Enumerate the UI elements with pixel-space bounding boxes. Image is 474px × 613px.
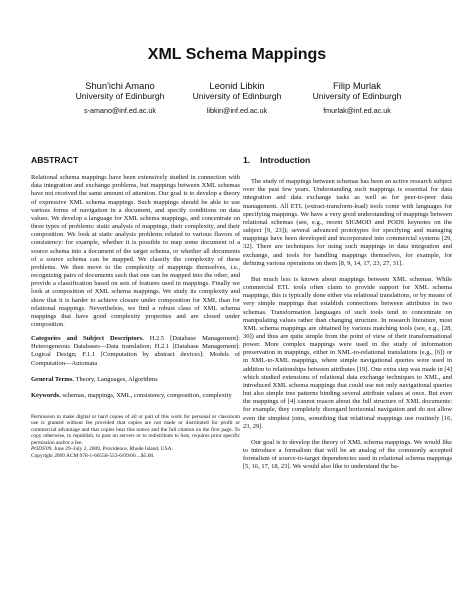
author-name: Filip Murlak — [333, 80, 381, 91]
paper-title: XML Schema Mappings — [147, 46, 327, 63]
author-email: libkin@inf.ed.ac.uk — [206, 106, 268, 115]
permission-notice: Permission to make digital or hard copies of all or part of this work for personal or classroom use is granted without fee provided that copies are not made or distributed for profit or commercial advantage and that copies bear this notice and the full citation on the first page. To copy otherwise, to republish, to post on servers or to redistribute to lists, requires prior specific permission and/or a fee. — [31, 414, 240, 446]
abstract-text: Relational schema mappings have been extensively studied in connection with data integration and exchange problems, but mappings between XML schemas have not received the same amount of attention. Our goal is to develop a theory of expressive XML schema mappings. Such mappings should be able to use various forms of navigation in a document, and specify conditions on data values. We develop a language for XML schema mappings, and concentrate on three types of problems: static analysis of mappings, their complexity, and their composition. We look at static analysis problems related to various flavors of consistency: for example, whether it is possible to map some document of a source schema into a document of the target schema, or whether all documents of a source schema can be mapped. We classify the complexity of these problems. We then move to the complexity of mappings themselves, i.e., recognizing pairs of documents such that one can be mapped into the other, and provide a classification based on sets of features used in mappings. Finally we look at composition of XML schema mappings. We study its complexity and show that it is harder to achieve closure under composition for XML than for relational mappings. Nevertheless, we find a robust class of XML schema mappings that have good complexity properties and are closed under composition. — [31, 174, 240, 328]
author-block — [282, 80, 432, 116]
section-title: Introduction — [260, 155, 311, 165]
intro-paragraph: But much less is known about mappings between XML schemas. While commercial ETL tools often claim to provide support for XML schema mappings, this is typically done either via relational translations, or by means of very simple mappings that establish connections between attributes in two schemas. Transformation languages of such tools tend to concentrate on manipulating values rather than changing structure. In research literature, most XML schema mappings are obtained by various matching tools (see, e.g., [28, 30]) and thus are quite simple from the point of view of their transformational power. More complex mappings were used in the study of information preservation in mappings, either in XML-to-relational translations (e.g., [6]) or in XML-to-XML mappings, where simple navigational queries were used in addition to relationships between attributes [19]. One extra step was made in [4] which studied extensions of relational data exchange techniques to XML, and introduced XML schema mappings that could use not only navigational queries but also simple tree patterns binding several attribute values at once. But even the mappings of [4] cannot reason about the full structure of XML documents: for example, they completely disregard horizontal navigation and do not allow even the simplest joins, something that relational mappings use routinely [16, 23, 29]. — [243, 275, 452, 430]
right-column — [243, 156, 452, 471]
author-name: Leonid Libkin — [209, 80, 265, 91]
author-name: Shun'ichi Amano — [85, 80, 155, 91]
venue-name: PODS'09, — [31, 446, 53, 453]
copyright-line: Copyright 2009 ACM 978-1-60558-553-6/09/06 ...$5.00. — [31, 452, 155, 459]
general-terms-text: Theory, Languages, Algorithms — [75, 375, 158, 383]
author-affiliation: University of Edinburgh — [192, 91, 282, 101]
keywords-text: schemas, mappings, XML, consistency, composition, complexity — [62, 391, 232, 399]
categories-label: Categories and Subject Descriptors. — [31, 335, 144, 343]
section-number: 1. — [243, 155, 251, 165]
author-affiliation: University of Edinburgh — [75, 91, 165, 101]
general-terms-paragraph — [31, 376, 240, 384]
left-column — [31, 156, 240, 459]
categories-text: H.2.5 [Database Management]: Heterogeneous Databases—Data translation; H.2.1 [Database Management]: Logical Design; F.1.1 [Computation by abstract devices]: Models of Computation—Automata — [31, 335, 240, 367]
author-email: fmurlak@inf.ed.ac.uk — [323, 106, 391, 115]
keywords-paragraph — [31, 392, 240, 400]
author-affiliation: University of Edinburgh — [312, 91, 402, 101]
copyright-footer — [31, 414, 240, 459]
intro-heading — [243, 156, 452, 164]
author-email: s-amano@inf.ed.ac.uk — [83, 106, 157, 115]
intro-paragraph: Our goal is to develop the theory of XML schema mappings. We would like to introduce a formalism that will be an analog of the commonly accepted formalism of source-to-target dependencies used in relational schema mappings [5, 16, 17, 18, 23]. We would also like to understand the ba- — [243, 438, 452, 471]
categories-paragraph — [31, 335, 240, 368]
abstract-heading: ABSTRACT — [31, 155, 79, 165]
general-terms-label: General Terms. — [31, 375, 74, 383]
intro-paragraph: The study of mappings between schemas has been an active research subject over the past few years. Understanding such mappings is essential for data integration and data exchange tasks as well as for peer-to-peer data management. All ETL (extract-transform-load) tools come with languages for specifying mappings. We have a very good understanding of mappings between relational schemas (see, e.g., recent SIGMOD and PODS keynotes on the subject [9, 23]); several advanced prototypes for specifying and managing mappings have been developed and incorporated into commercial systems [29, 32]. There are techniques for using such mappings in data integration and exchange, and tools for handling mappings themselves, for example, for defining various operations on them [8, 9, 14, 17, 23, 27, 31]. — [243, 178, 452, 267]
venue-details: June 29–July 2, 2009, Providence, Rhode Island, USA. — [54, 446, 173, 453]
keywords-label: Keywords. — [31, 391, 61, 399]
